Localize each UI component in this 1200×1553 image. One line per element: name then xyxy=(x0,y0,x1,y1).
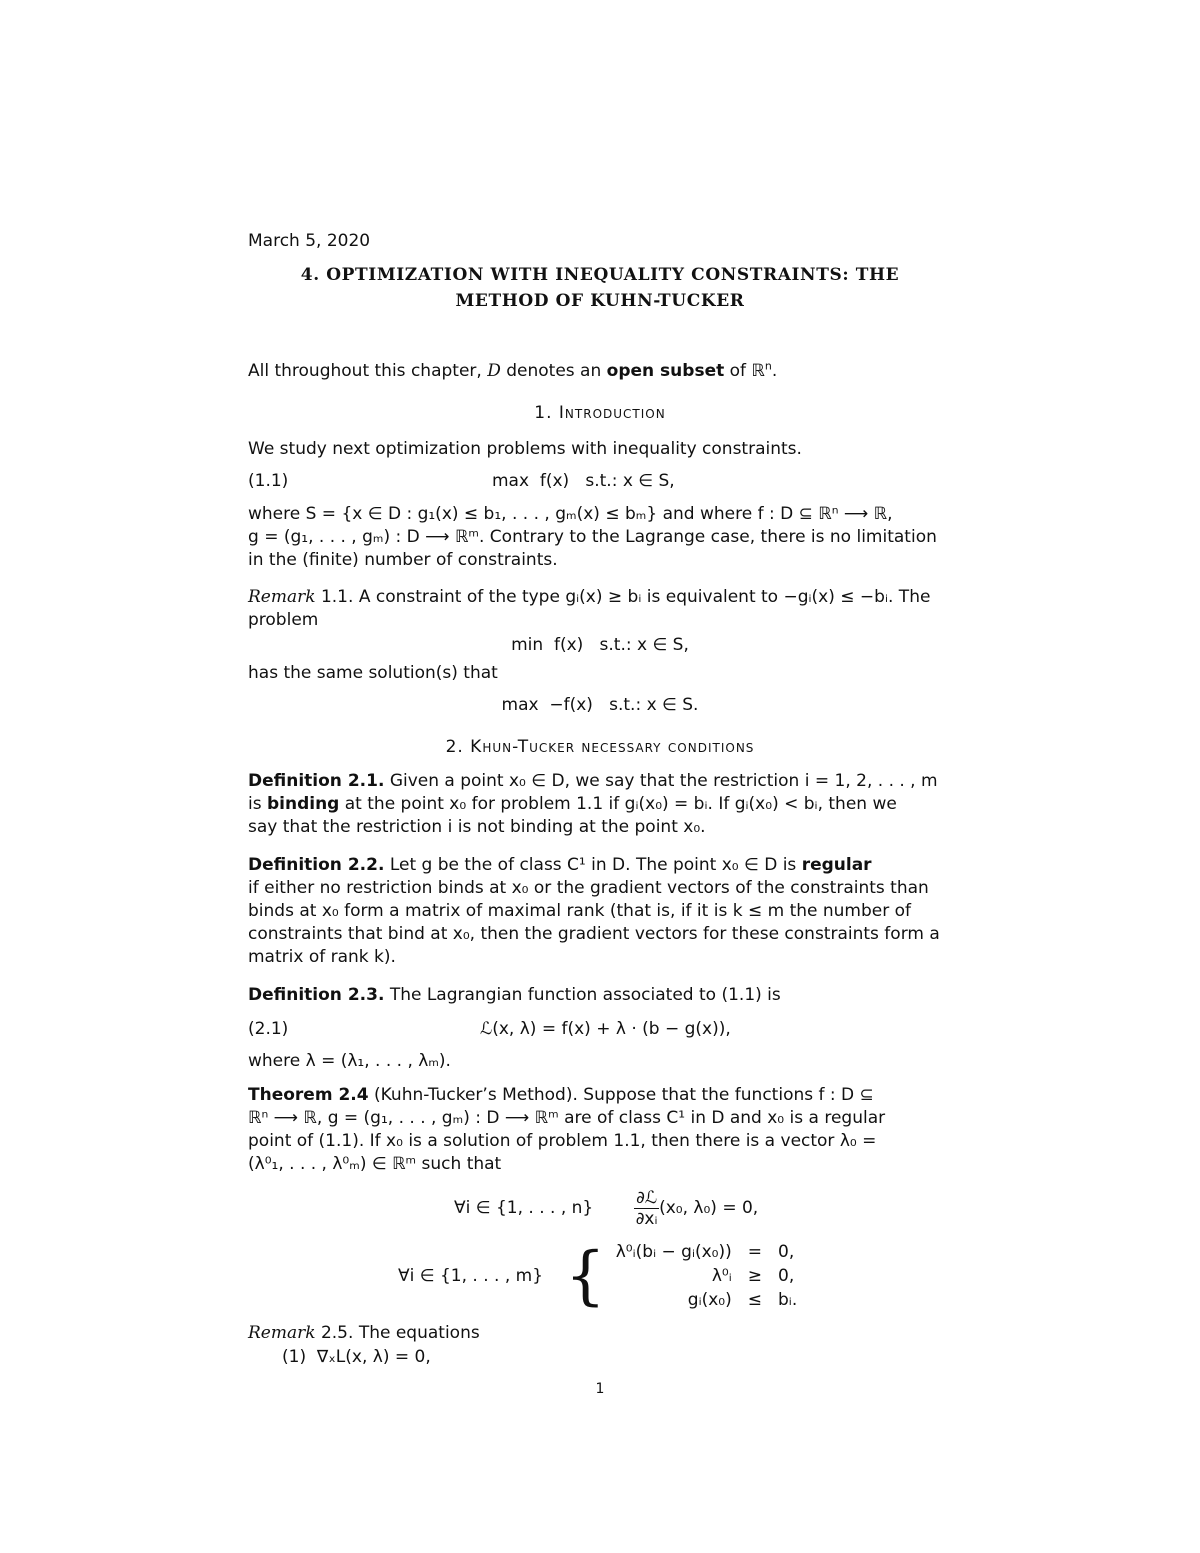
definition-2-3 xyxy=(248,984,952,1007)
remark-number: 2.5. xyxy=(320,1323,354,1343)
chapter-title-line-1: 4. OPTIMIZATION WITH INEQUALITY CONSTRAINTS: THE xyxy=(300,265,900,285)
left-brace: { xyxy=(565,1239,606,1313)
paragraph-text: is xyxy=(248,794,267,814)
bold-term: binding xyxy=(266,794,340,814)
theorem-label: Theorem 2.4 xyxy=(248,1085,369,1105)
theorem-2-4 xyxy=(248,1084,952,1176)
paragraph-line: Given a point x₀ ∈ D, we say that the restriction i = 1, 2, . . . , m xyxy=(389,771,938,791)
section-heading-khun-tucker: 2. Khun-Tucker necessary conditions xyxy=(445,737,755,757)
system-right: 0, xyxy=(778,1242,795,1262)
paragraph-line: A constraint of the type gᵢ(x) ≥ bᵢ is equivalent to −gᵢ(x) ≤ −bᵢ. The xyxy=(358,587,931,607)
paragraph-line: if either no restriction binds at x₀ or the gradient vectors of the constraints than xyxy=(248,878,929,898)
paragraph-line: where S = {x ∈ D : g₁(x) ≤ b₁, . . . , gₘ(x) ≤ bₘ} and where f : D ⊆ ℝⁿ ⟶ ℝ, xyxy=(248,504,893,524)
system-row xyxy=(608,1264,806,1288)
paragraph-line: g = (g₁, . . . , gₘ) : D ⟶ ℝᵐ. Contrary to the Lagrange case, there is no limitation xyxy=(248,527,937,547)
equation-2-1 xyxy=(248,1018,952,1041)
paragraph-line: (λ⁰₁, . . . , λ⁰ₘ) ∈ ℝᵐ such that xyxy=(248,1154,502,1174)
system-left: λ⁰ᵢ xyxy=(711,1266,732,1286)
intro-superscript: n xyxy=(764,359,772,373)
theorem-equation-1 xyxy=(454,1188,758,1229)
remark-label: Remark xyxy=(248,1323,316,1343)
paragraph-line: constraints that bind at x₀, then the gradient vectors for these constraints form a xyxy=(248,924,940,944)
theorem-name: (Kuhn-Tucker’s Method). xyxy=(373,1085,578,1105)
fraction-denominator: ∂xᵢ xyxy=(635,1209,658,1229)
document-date: March 5, 2020 xyxy=(248,231,371,251)
equation-label: (2.1) xyxy=(248,1019,289,1039)
chapter-title-line-2: METHOD OF KUHN-TUCKER xyxy=(455,291,745,311)
definition-2-2 xyxy=(248,854,952,969)
fraction-numerator: ∂ℒ xyxy=(636,1188,658,1208)
equation-quantifier: ∀i ∈ {1, . . . , m} xyxy=(398,1265,544,1286)
section-heading-introduction: 1. Introduction xyxy=(534,403,666,423)
equation-min: min f(x) s.t.: x ∈ S, xyxy=(511,635,689,655)
paragraph-text: Let g be the of class C¹ in D. The point x₀ ∈ D is xyxy=(389,855,802,875)
intro-paragraph xyxy=(248,360,952,383)
paragraph-text: The equations xyxy=(358,1323,480,1343)
paragraph-line: point of (1.1). If x₀ is a solution of problem 1.1, then there is a vector λ₀ = xyxy=(248,1131,877,1151)
chapter-title xyxy=(200,262,1000,314)
section1-paragraph-2 xyxy=(248,503,952,572)
system-left: λ⁰ᵢ(bᵢ − gᵢ(x₀)) xyxy=(615,1242,732,1262)
system-row xyxy=(608,1288,806,1312)
definition-2-1 xyxy=(248,770,952,839)
constraint-system xyxy=(608,1240,806,1312)
paragraph-text: The Lagrangian function associated to (1.1) is xyxy=(389,985,781,1005)
intro-bold-term: open subset xyxy=(606,361,725,381)
system-right: bᵢ. xyxy=(778,1290,798,1310)
remark-label: Remark xyxy=(248,587,316,607)
remark-1-1 xyxy=(248,586,952,632)
system-relation: ≥ xyxy=(747,1266,763,1286)
equation-label: (1.1) xyxy=(248,471,289,491)
system-row xyxy=(608,1240,806,1264)
system-relation: = xyxy=(747,1242,763,1262)
remark-item-1: (1) ∇ₓL(x, λ) = 0, xyxy=(282,1347,431,1367)
system-right: 0, xyxy=(778,1266,795,1286)
paragraph-line: say that the restriction i is not binding at the point x₀. xyxy=(248,817,706,837)
definition-label: Definition 2.3. xyxy=(248,985,385,1005)
intro-text: . xyxy=(771,361,778,381)
paragraph-text: at the point x₀ for problem 1.1 if gᵢ(x₀) = bᵢ. If gᵢ(x₀) < bᵢ, then we xyxy=(339,794,897,814)
intro-text: of ℝ xyxy=(724,361,765,381)
equation-body: max f(x) s.t.: x ∈ S, xyxy=(492,471,675,491)
remark-2-5 xyxy=(248,1322,952,1345)
section1-paragraph-1: We study next optimization problems with inequality constraints. xyxy=(248,439,802,459)
intro-symbol-d: D xyxy=(487,361,501,381)
paragraph-line: Suppose that the functions f : D ⊆ xyxy=(583,1085,874,1105)
remark-number: 1.1. xyxy=(320,587,354,607)
intro-text: denotes an xyxy=(500,361,607,381)
paragraph-line: ℝⁿ ⟶ ℝ, g = (g₁, . . . , gₘ) : D ⟶ ℝᵐ are of class C¹ in D and x₀ is a regular xyxy=(248,1108,886,1128)
equation-1-1 xyxy=(248,470,952,493)
system-relation: ≤ xyxy=(747,1290,763,1310)
definition-label: Definition 2.2. xyxy=(248,855,385,875)
remark-middle-text: has the same solution(s) that xyxy=(248,663,498,683)
theorem-equation-2 xyxy=(398,1240,805,1312)
system-left: gᵢ(x₀) xyxy=(687,1290,732,1310)
paragraph-line: binds at x₀ form a matrix of maximal rank (that is, if it is k ≤ m the number of xyxy=(248,901,912,921)
equation-max: max −f(x) s.t.: x ∈ S. xyxy=(501,695,699,715)
equation-body: ℒ(x, λ) = f(x) + λ · (b − g(x)), xyxy=(480,1019,731,1039)
equation-quantifier: ∀i ∈ {1, . . . , n} xyxy=(454,1198,594,1218)
paragraph-line: problem xyxy=(248,610,319,630)
paragraph-line: matrix of rank k). xyxy=(248,947,396,967)
equation-rhs: (x₀, λ₀) = 0, xyxy=(659,1198,759,1218)
page-number: 1 xyxy=(595,1381,605,1397)
paragraph-line: in the (finite) number of constraints. xyxy=(248,550,558,570)
definition-label: Definition 2.1. xyxy=(248,771,385,791)
bold-term: regular xyxy=(801,855,872,875)
intro-text: All throughout this chapter, xyxy=(248,361,488,381)
lambda-definition: where λ = (λ₁, . . . , λₘ). xyxy=(248,1051,451,1071)
partial-derivative-fraction xyxy=(634,1188,659,1229)
